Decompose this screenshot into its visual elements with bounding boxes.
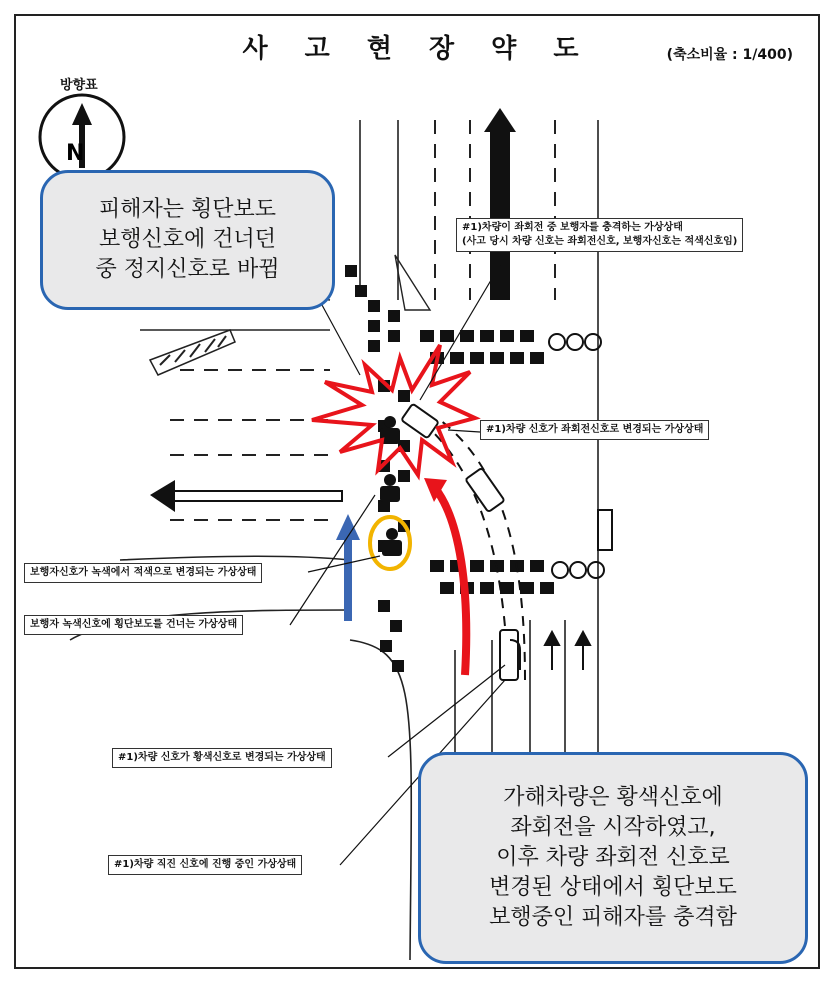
signal-lights-south (552, 510, 612, 578)
annotation-n1-text: #1)차량이 좌회전 중 보행자를 충격하는 가상상태 (462, 222, 683, 233)
impact-starburst (312, 345, 475, 475)
pedestrian-path-arrow (336, 514, 360, 621)
north-letter: N (66, 141, 85, 166)
road-arrow-north (484, 108, 516, 300)
scale-label: (축소비율 : 1/400) (666, 47, 793, 63)
callout-pedestrian (40, 170, 335, 310)
callout-vehicle (418, 752, 808, 964)
vehicle-path-arrow (424, 478, 466, 675)
signal-lights-north (549, 334, 601, 350)
north-arrow-icon (40, 95, 124, 179)
annotation-n2: #1)차량 신호가 좌회전신호로 변경되는 가상상태 (480, 420, 709, 440)
crosswalk-south (430, 560, 554, 594)
annotation-n1-subtext: (사고 당시 차량 신호는 좌회전신호, 보행자신호는 적색신호임) (462, 236, 738, 247)
annotation-n6: #1)차량 직진 신호에 진행 중인 가상상태 (108, 855, 302, 875)
annotation-n1 (456, 218, 743, 252)
callout-vehicle-text: 가해차량은 황색신호에 좌회전을 시작하였고, 이후 차량 좌회전 신호로 변경된 상태에서 횡단보도 보행중인 피해자를 충격함 (489, 785, 737, 930)
pedestrian-icons (380, 416, 402, 556)
lane-arrows (510, 632, 590, 670)
annotation-n5: #1)차량 신호가 황색신호로 변경되는 가상상태 (112, 748, 332, 768)
road-arrow-west (150, 480, 342, 512)
north-label: 방향표 (60, 78, 98, 93)
annotation-n4: 보행자 녹색신호에 횡단보도를 건너는 가상상태 (24, 615, 243, 635)
annotation-n3: 보행자신호가 녹색에서 적색으로 변경되는 가상상태 (24, 563, 262, 583)
diagram-title: 사 고 현 장 약 도 (242, 34, 593, 64)
callout-pedestrian-text: 피해자는 횡단보도 보행신호에 건너던 중 정지신호로 바뀜 (95, 197, 280, 282)
